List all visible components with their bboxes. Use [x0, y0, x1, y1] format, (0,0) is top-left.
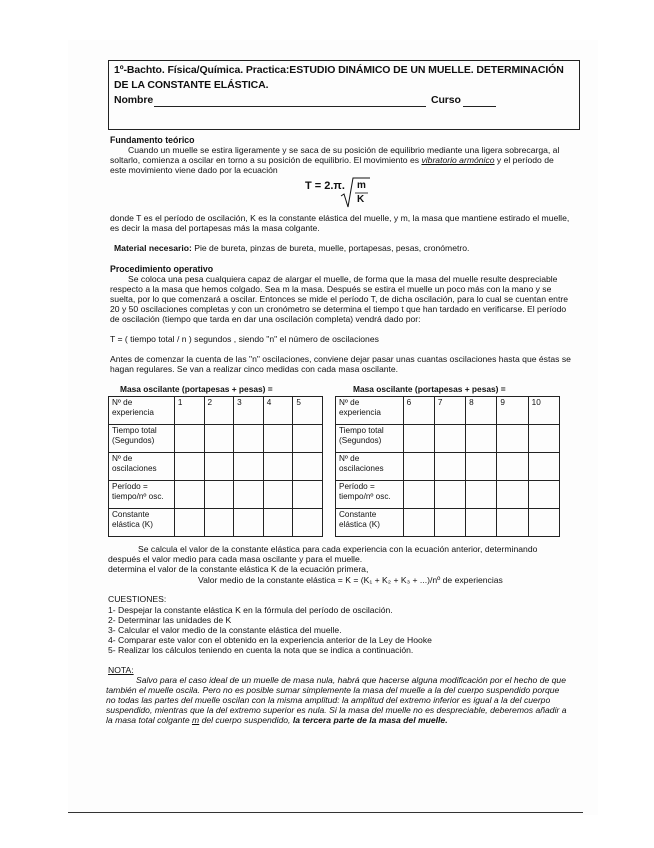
left-row-label: Nº de oscilaciones [109, 453, 175, 481]
title-line-2: DE LA CONSTANTE ELÁSTICA. [114, 79, 269, 91]
cuestiones-heading: CUESTIONES: [108, 594, 167, 604]
vibratorio-link: vibratorio armónico [421, 155, 495, 165]
cuestion-4: 4- Comparar este valor con el obtenido en la experiencia anterior de la Ley de Hooke [108, 635, 432, 645]
left-table-cell[interactable] [204, 453, 234, 481]
left-table-cell[interactable] [174, 509, 204, 537]
right-table-cell[interactable] [434, 481, 465, 509]
procedimiento-heading: Procedimiento operativo [110, 264, 214, 274]
right-table-row [336, 509, 560, 537]
left-table-cell[interactable] [263, 509, 293, 537]
fundamento-line-2: soltarlo, comienza a oscilar en torno a su posición de equilibrio. El movimiento es vibratorio armónico y el período de [110, 155, 554, 165]
left-data-table [108, 396, 323, 537]
right-table-cell[interactable] [434, 425, 465, 453]
left-table-caption: Masa oscilante (portapesas + pesas) = [120, 384, 273, 394]
left-table-cell[interactable] [234, 481, 264, 509]
right-table-cell[interactable] [497, 425, 528, 453]
nota-line-4: suspendido, mientras que la del extremo superior es nula. Si la masa del muelle no es despreciable, deberemos añadir a [106, 705, 567, 715]
right-column-number: 6 [403, 397, 434, 425]
right-table-cell[interactable] [528, 425, 559, 453]
right-column-number: 8 [466, 397, 497, 425]
left-row-label: Constante elástica (K) [109, 509, 175, 537]
right-table-cell[interactable] [434, 509, 465, 537]
nota-line-2: también el muelle oscila. Pero no es posible sumar simplemente la masa del muelle a la del cuerpo suspendido porque [106, 685, 560, 695]
right-table-caption: Masa oscilante (portapesas + pesas) = [353, 384, 506, 394]
fundamento-line-4: donde T es el período de oscilación, K es la constante elástica del muelle, y m, la masa que mantiene estirado el muelle, [110, 213, 570, 223]
proc-line-7: hagan regulares. Se van a realizar cinco medidas con cada masa oscilante. [110, 364, 399, 374]
calculo-line-3: determina el valor de la constante elástica K de la ecuación primera, [108, 564, 369, 574]
left-table-cell[interactable] [263, 425, 293, 453]
left-column-number: 4 [263, 397, 293, 425]
right-table-cell[interactable] [497, 509, 528, 537]
left-column-number: 1 [174, 397, 204, 425]
right-table-cell[interactable] [403, 425, 434, 453]
left-table-cell[interactable] [293, 509, 323, 537]
right-table-cell[interactable] [466, 453, 497, 481]
right-table-cell[interactable] [434, 453, 465, 481]
nota-line-1: Salvo para el caso ideal de un muelle de masa nula, habrá que hacerse alguna modificación por el hecho de que [136, 675, 566, 685]
fundamento-line-1: Cuando un muelle se estira ligeramente y se saca de su posición de equilibrio mediante una ligera sobrecarga, al [128, 145, 560, 155]
left-table-cell[interactable] [204, 425, 234, 453]
right-column-number: 10 [528, 397, 559, 425]
cuestion-5: 5- Realizar los cálculos teniendo en cuenta la nota que se indica a continuación. [108, 645, 414, 655]
left-table-cell[interactable] [293, 425, 323, 453]
left-table-cell[interactable] [263, 453, 293, 481]
right-row-label: Nº de oscilaciones [336, 453, 404, 481]
right-table-cell[interactable] [528, 481, 559, 509]
proc-line-4: 20 y 50 oscilaciones completas y con un cronómetro se determina el tiempo t que han tardado en verificarse. El período [110, 304, 567, 314]
left-table-cell[interactable] [174, 453, 204, 481]
proc-line-5: de oscilación (tiempo que tarda en dar una oscilación completa) vendrá dado por: [110, 314, 421, 324]
nota-line-3: no todas las partes del muelle oscilan con la misma amplitud: la amplitud del extremo inferior es igual a la del cuerpo [106, 695, 551, 705]
right-column-number: 9 [497, 397, 528, 425]
calculo-line-2: después el valor medio para cada masa oscilante y para el muelle. [108, 554, 363, 564]
right-table-cell[interactable] [497, 481, 528, 509]
curso-label: Curso [431, 94, 461, 106]
period-formula: T = 2.π. [305, 180, 345, 192]
right-table-cell[interactable] [466, 509, 497, 537]
left-table-cell[interactable] [293, 481, 323, 509]
right-table-row [336, 425, 560, 453]
formula-numerator: m [357, 180, 366, 191]
left-row-label: Período = tiempo/nº osc. [109, 481, 175, 509]
left-table-cell[interactable] [234, 453, 264, 481]
right-row-label: Nº de experiencia [336, 397, 404, 425]
calculo-line-1: Se calcula el valor de la constante elástica para cada experiencia con la ecuación anterior, determinando [138, 544, 538, 554]
material-line: Material necesario: Pie de bureta, pinzas de bureta, muelle, portapesas, pesas, cronómetro. [114, 243, 470, 253]
right-table-cell[interactable] [403, 481, 434, 509]
proc-line-6: Antes de comenzar la cuenta de las "n" oscilaciones, conviene dejar pasar unas cuantas oscilaciones hasta que éstas se [110, 354, 571, 364]
right-table-cell[interactable] [466, 425, 497, 453]
left-row-label: Nº de experiencia [109, 397, 175, 425]
fundamento-heading: Fundamento teórico [110, 135, 195, 145]
left-table-row [109, 453, 323, 481]
page-bottom-rule [68, 812, 583, 813]
formula-denominator: K [357, 194, 365, 205]
right-table-cell[interactable] [528, 453, 559, 481]
left-table-row [109, 481, 323, 509]
right-table-cell[interactable] [497, 453, 528, 481]
cuestion-1: 1- Despejar la constante elástica K en la fórmula del período de oscilación. [108, 605, 393, 615]
right-table-row [336, 397, 560, 425]
fundamento-line-3: este movimiento viene dado por la ecuación [110, 165, 278, 175]
left-table-cell[interactable] [234, 425, 264, 453]
cuestion-3: 3- Calcular el valor medio de la constante elástica del muelle. [108, 625, 342, 635]
proc-line-3: suelta, por lo que comenzará a oscilar. Entonces se mide el período T, de dicha oscilación, para lo cual se cuentan entre [110, 294, 568, 304]
nombre-label: Nombre [114, 94, 154, 106]
left-table-cell[interactable] [263, 481, 293, 509]
right-row-label: Período = tiempo/nº osc. [336, 481, 404, 509]
header-box [108, 60, 580, 130]
right-data-table [335, 396, 560, 537]
proc-line-2: respecto a la masa que hemos colgado. Sea m la masa. Después se estira el muelle un poco más con la mano y se [110, 284, 552, 294]
right-table-cell[interactable] [528, 509, 559, 537]
right-row-label: Tiempo total (Segundos) [336, 425, 404, 453]
nota-line-5: la masa total colgante m del cuerpo suspendido, la tercera parte de la masa del muelle. [106, 715, 448, 725]
period-definition: T = ( tiempo total / n ) segundos , siendo "n" el número de oscilaciones [110, 334, 379, 344]
nota-heading: NOTA: [108, 665, 134, 675]
left-column-number: 5 [293, 397, 323, 425]
left-table-cell[interactable] [204, 481, 234, 509]
right-table-cell[interactable] [466, 481, 497, 509]
right-column-number: 7 [434, 397, 465, 425]
right-row-label: Constante elástica (K) [336, 509, 404, 537]
left-table-cell[interactable] [174, 481, 204, 509]
proc-line-1: Se coloca una pesa cualquiera capaz de alargar el muelle, de forma que la masa del muelle resulte despreciable [128, 274, 558, 284]
nombre-line[interactable] [154, 106, 426, 107]
cuestion-2: 2- Determinar las unidades de K [108, 615, 232, 625]
left-column-number: 2 [204, 397, 234, 425]
left-table-cell[interactable] [204, 509, 234, 537]
left-table-row [109, 397, 323, 425]
fundamento-line-5: es decir la masa del portapesas más la masa colgante. [110, 223, 320, 233]
right-table-cell[interactable] [403, 509, 434, 537]
curso-line[interactable] [463, 106, 496, 107]
left-row-label: Tiempo total (Segundos) [109, 425, 175, 453]
right-table-row [336, 481, 560, 509]
left-table-cell[interactable] [174, 425, 204, 453]
right-table-row [336, 453, 560, 481]
title-line-1: 1º-Bachto. Física/Química. Practica:ESTUDIO DINÁMICO DE UN MUELLE. DETERMINACIÓN [114, 64, 564, 76]
left-table-cell[interactable] [293, 453, 323, 481]
left-table-row [109, 425, 323, 453]
left-column-number: 3 [234, 397, 264, 425]
right-table-cell[interactable] [403, 453, 434, 481]
left-table-row [109, 509, 323, 537]
mean-k-formula: Valor medio de la constante elástica = K = (K₁ + K₂ + K₃ + ...)/nº de experiencias [198, 575, 503, 585]
left-table-cell[interactable] [234, 509, 264, 537]
